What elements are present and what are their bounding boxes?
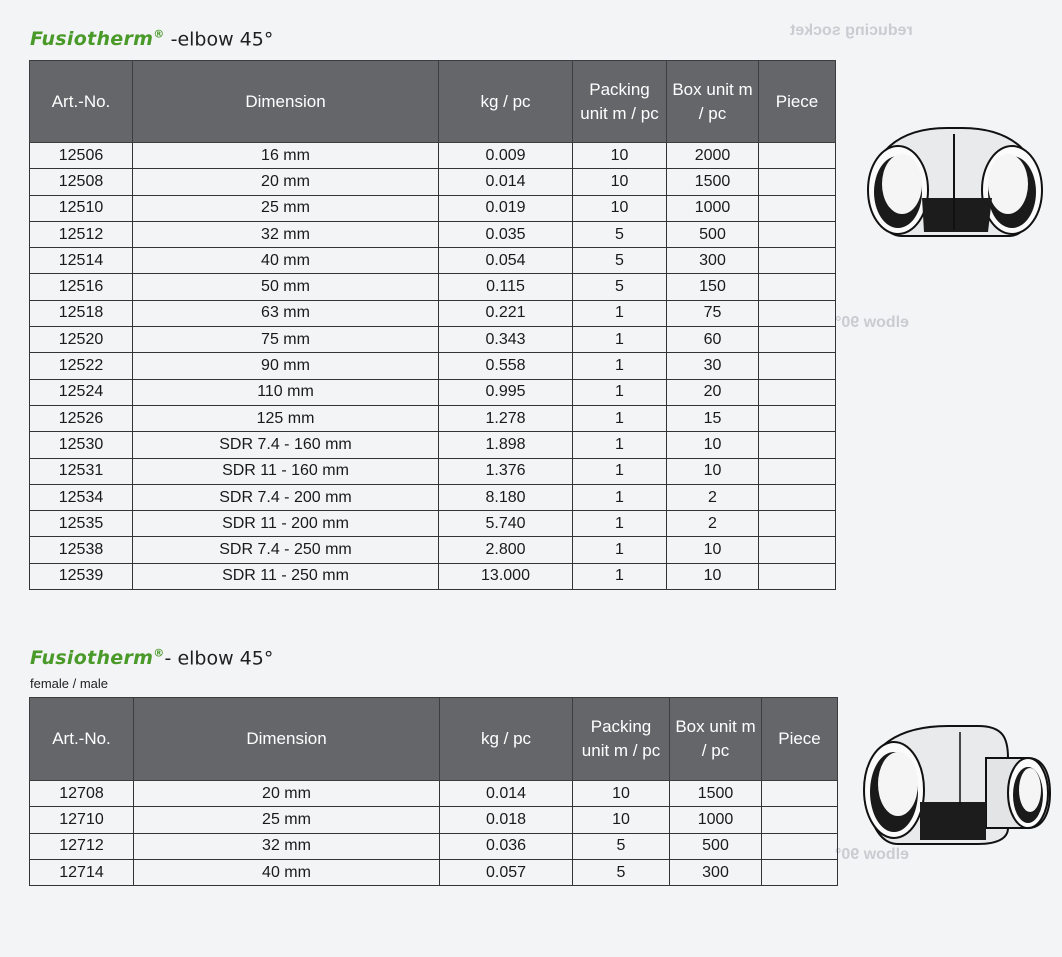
cell-dimension: SDR 11 - 200 mm xyxy=(133,511,439,537)
header-piece: Piece xyxy=(759,61,836,143)
cell-kg-per-pc: 0.995 xyxy=(439,379,573,405)
table-row xyxy=(30,248,836,274)
cell-piece xyxy=(759,432,836,458)
cell-box-unit: 1500 xyxy=(667,169,759,195)
cell-piece xyxy=(759,300,836,326)
elbow-45-illustration xyxy=(862,120,1048,242)
header-dimension: Dimension xyxy=(134,698,440,781)
cell-art-no: 12526 xyxy=(30,405,133,431)
cell-art-no: 12712 xyxy=(30,833,134,859)
cell-art-no: 12531 xyxy=(30,458,133,484)
cell-kg-per-pc: 8.180 xyxy=(439,484,573,510)
cell-packing-unit: 1 xyxy=(573,537,667,563)
cell-box-unit: 500 xyxy=(670,833,762,859)
cell-box-unit: 10 xyxy=(667,537,759,563)
cell-kg-per-pc: 0.057 xyxy=(440,859,573,885)
cell-box-unit: 150 xyxy=(667,274,759,300)
table-row xyxy=(30,405,836,431)
cell-dimension: 50 mm xyxy=(133,274,439,300)
cell-art-no: 12506 xyxy=(30,143,133,169)
header-piece: Piece xyxy=(762,698,838,781)
cell-art-no: 12522 xyxy=(30,353,133,379)
cell-art-no: 12524 xyxy=(30,379,133,405)
cell-box-unit: 300 xyxy=(667,248,759,274)
cell-kg-per-pc: 0.014 xyxy=(440,781,573,807)
cell-dimension: 63 mm xyxy=(133,300,439,326)
cell-dimension: 25 mm xyxy=(134,807,440,833)
cell-art-no: 12508 xyxy=(30,169,133,195)
cell-box-unit: 2 xyxy=(667,484,759,510)
cell-dimension: SDR 7.4 - 160 mm xyxy=(133,432,439,458)
cell-packing-unit: 1 xyxy=(573,300,667,326)
brand-name: Fusiotherm® xyxy=(30,647,165,670)
cell-box-unit: 75 xyxy=(667,300,759,326)
cell-dimension: 110 mm xyxy=(133,379,439,405)
header-box-unit: Box unit m / pc xyxy=(667,61,759,143)
table-row xyxy=(30,327,836,353)
cell-kg-per-pc: 0.009 xyxy=(439,143,573,169)
cell-piece xyxy=(759,327,836,353)
table-row xyxy=(30,195,836,221)
header-packing-unit: Packing unit m / pc xyxy=(573,61,667,143)
cell-art-no: 12708 xyxy=(30,781,134,807)
cell-kg-per-pc: 0.054 xyxy=(439,248,573,274)
cell-kg-per-pc: 0.036 xyxy=(440,833,573,859)
cell-dimension: SDR 7.4 - 250 mm xyxy=(133,537,439,563)
table-row xyxy=(30,353,836,379)
cell-piece xyxy=(759,195,836,221)
cell-kg-per-pc: 0.343 xyxy=(439,327,573,353)
cell-box-unit: 10 xyxy=(667,458,759,484)
cell-dimension: 32 mm xyxy=(133,221,439,247)
cell-packing-unit: 1 xyxy=(573,379,667,405)
bleed-through-text: elbow 90° xyxy=(835,846,909,863)
cell-art-no: 12535 xyxy=(30,511,133,537)
cell-packing-unit: 10 xyxy=(573,195,667,221)
cell-dimension: SDR 11 - 250 mm xyxy=(133,563,439,589)
elbow-female-male-illustration xyxy=(858,718,1054,848)
cell-kg-per-pc: 0.115 xyxy=(439,274,573,300)
cell-box-unit: 1000 xyxy=(667,195,759,221)
elbow-45-female-male-table xyxy=(29,697,838,886)
table-row xyxy=(30,781,838,807)
cell-piece xyxy=(759,405,836,431)
cell-packing-unit: 10 xyxy=(573,143,667,169)
table-row xyxy=(30,300,836,326)
cell-packing-unit: 1 xyxy=(573,563,667,589)
cell-dimension: SDR 7.4 - 200 mm xyxy=(133,484,439,510)
cell-kg-per-pc: 0.014 xyxy=(439,169,573,195)
cell-packing-unit: 1 xyxy=(573,327,667,353)
cell-piece xyxy=(762,859,838,885)
cell-kg-per-pc: 2.800 xyxy=(439,537,573,563)
table-row xyxy=(30,859,838,885)
cell-piece xyxy=(759,353,836,379)
cell-box-unit: 500 xyxy=(667,221,759,247)
header-dimension: Dimension xyxy=(133,61,439,143)
cell-packing-unit: 1 xyxy=(573,353,667,379)
section2-subtitle: female / male xyxy=(30,676,109,691)
table-row xyxy=(30,169,836,195)
cell-kg-per-pc: 0.558 xyxy=(439,353,573,379)
header-packing-unit: Packing unit m / pc xyxy=(573,698,670,781)
header-art-no: Art.-No. xyxy=(30,61,133,143)
cell-dimension: 32 mm xyxy=(134,833,440,859)
cell-box-unit: 10 xyxy=(667,432,759,458)
section1-title: Fusiotherm® -elbow 45° xyxy=(30,28,274,51)
table-row xyxy=(30,379,836,405)
table-row xyxy=(30,221,836,247)
cell-piece xyxy=(759,458,836,484)
cell-dimension: 75 mm xyxy=(133,327,439,353)
cell-dimension: 20 mm xyxy=(134,781,440,807)
bleed-through-text: reducing socket xyxy=(790,22,913,39)
cell-packing-unit: 1 xyxy=(573,432,667,458)
cell-kg-per-pc: 0.221 xyxy=(439,300,573,326)
cell-packing-unit: 5 xyxy=(573,859,670,885)
cell-box-unit: 30 xyxy=(667,353,759,379)
cell-piece xyxy=(762,833,838,859)
cell-dimension: 90 mm xyxy=(133,353,439,379)
cell-piece xyxy=(762,781,838,807)
cell-packing-unit: 5 xyxy=(573,274,667,300)
cell-kg-per-pc: 5.740 xyxy=(439,511,573,537)
cell-kg-per-pc: 13.000 xyxy=(439,563,573,589)
cell-dimension: 40 mm xyxy=(133,248,439,274)
cell-piece xyxy=(759,379,836,405)
cell-piece xyxy=(759,484,836,510)
cell-art-no: 12714 xyxy=(30,859,134,885)
cell-art-no: 12516 xyxy=(30,274,133,300)
cell-art-no: 12512 xyxy=(30,221,133,247)
table-row xyxy=(30,458,836,484)
cell-packing-unit: 1 xyxy=(573,405,667,431)
cell-piece xyxy=(762,807,838,833)
cell-dimension: SDR 11 - 160 mm xyxy=(133,458,439,484)
table-row xyxy=(30,143,836,169)
cell-art-no: 12514 xyxy=(30,248,133,274)
cell-dimension: 20 mm xyxy=(133,169,439,195)
cell-dimension: 25 mm xyxy=(133,195,439,221)
cell-piece xyxy=(759,143,836,169)
section2-title: Fusiotherm®- elbow 45° xyxy=(30,647,274,670)
cell-piece xyxy=(759,169,836,195)
table-row xyxy=(30,511,836,537)
table-row xyxy=(30,807,838,833)
cell-dimension: 40 mm xyxy=(134,859,440,885)
header-box-unit: Box unit m / pc xyxy=(670,698,762,781)
cell-kg-per-pc: 0.018 xyxy=(440,807,573,833)
header-art-no: Art.-No. xyxy=(30,698,134,781)
cell-art-no: 12530 xyxy=(30,432,133,458)
table-row xyxy=(30,537,836,563)
table-row xyxy=(30,833,838,859)
table-row xyxy=(30,484,836,510)
cell-art-no: 12518 xyxy=(30,300,133,326)
cell-box-unit: 15 xyxy=(667,405,759,431)
cell-kg-per-pc: 0.035 xyxy=(439,221,573,247)
cell-kg-per-pc: 1.898 xyxy=(439,432,573,458)
cell-piece xyxy=(759,537,836,563)
cell-box-unit: 60 xyxy=(667,327,759,353)
cell-packing-unit: 1 xyxy=(573,484,667,510)
cell-art-no: 12510 xyxy=(30,195,133,221)
cell-packing-unit: 10 xyxy=(573,781,670,807)
table-row xyxy=(30,274,836,300)
cell-kg-per-pc: 1.376 xyxy=(439,458,573,484)
cell-packing-unit: 1 xyxy=(573,458,667,484)
cell-piece xyxy=(759,248,836,274)
brand-name: Fusiotherm® xyxy=(30,28,165,51)
cell-art-no: 12710 xyxy=(30,807,134,833)
table-row xyxy=(30,563,836,589)
cell-box-unit: 1500 xyxy=(670,781,762,807)
header-kg-per-pc: kg / pc xyxy=(440,698,573,781)
cell-piece xyxy=(759,511,836,537)
cell-packing-unit: 10 xyxy=(573,169,667,195)
cell-art-no: 12538 xyxy=(30,537,133,563)
cell-box-unit: 1000 xyxy=(670,807,762,833)
cell-piece xyxy=(759,563,836,589)
table-header-row xyxy=(30,61,836,143)
cell-box-unit: 20 xyxy=(667,379,759,405)
header-kg-per-pc: kg / pc xyxy=(439,61,573,143)
cell-packing-unit: 1 xyxy=(573,511,667,537)
table-row xyxy=(30,432,836,458)
cell-piece xyxy=(759,274,836,300)
cell-box-unit: 2 xyxy=(667,511,759,537)
cell-piece xyxy=(759,221,836,247)
cell-packing-unit: 5 xyxy=(573,248,667,274)
cell-art-no: 12520 xyxy=(30,327,133,353)
cell-box-unit: 2000 xyxy=(667,143,759,169)
cell-art-no: 12539 xyxy=(30,563,133,589)
cell-packing-unit: 5 xyxy=(573,221,667,247)
elbow-45-table xyxy=(29,60,836,590)
cell-box-unit: 300 xyxy=(670,859,762,885)
cell-packing-unit: 5 xyxy=(573,833,670,859)
bleed-through-text: elbow 90° xyxy=(835,314,909,331)
table-header-row xyxy=(30,698,838,781)
cell-dimension: 16 mm xyxy=(133,143,439,169)
cell-kg-per-pc: 1.278 xyxy=(439,405,573,431)
cell-packing-unit: 10 xyxy=(573,807,670,833)
cell-box-unit: 10 xyxy=(667,563,759,589)
cell-kg-per-pc: 0.019 xyxy=(439,195,573,221)
cell-art-no: 12534 xyxy=(30,484,133,510)
cell-dimension: 125 mm xyxy=(133,405,439,431)
